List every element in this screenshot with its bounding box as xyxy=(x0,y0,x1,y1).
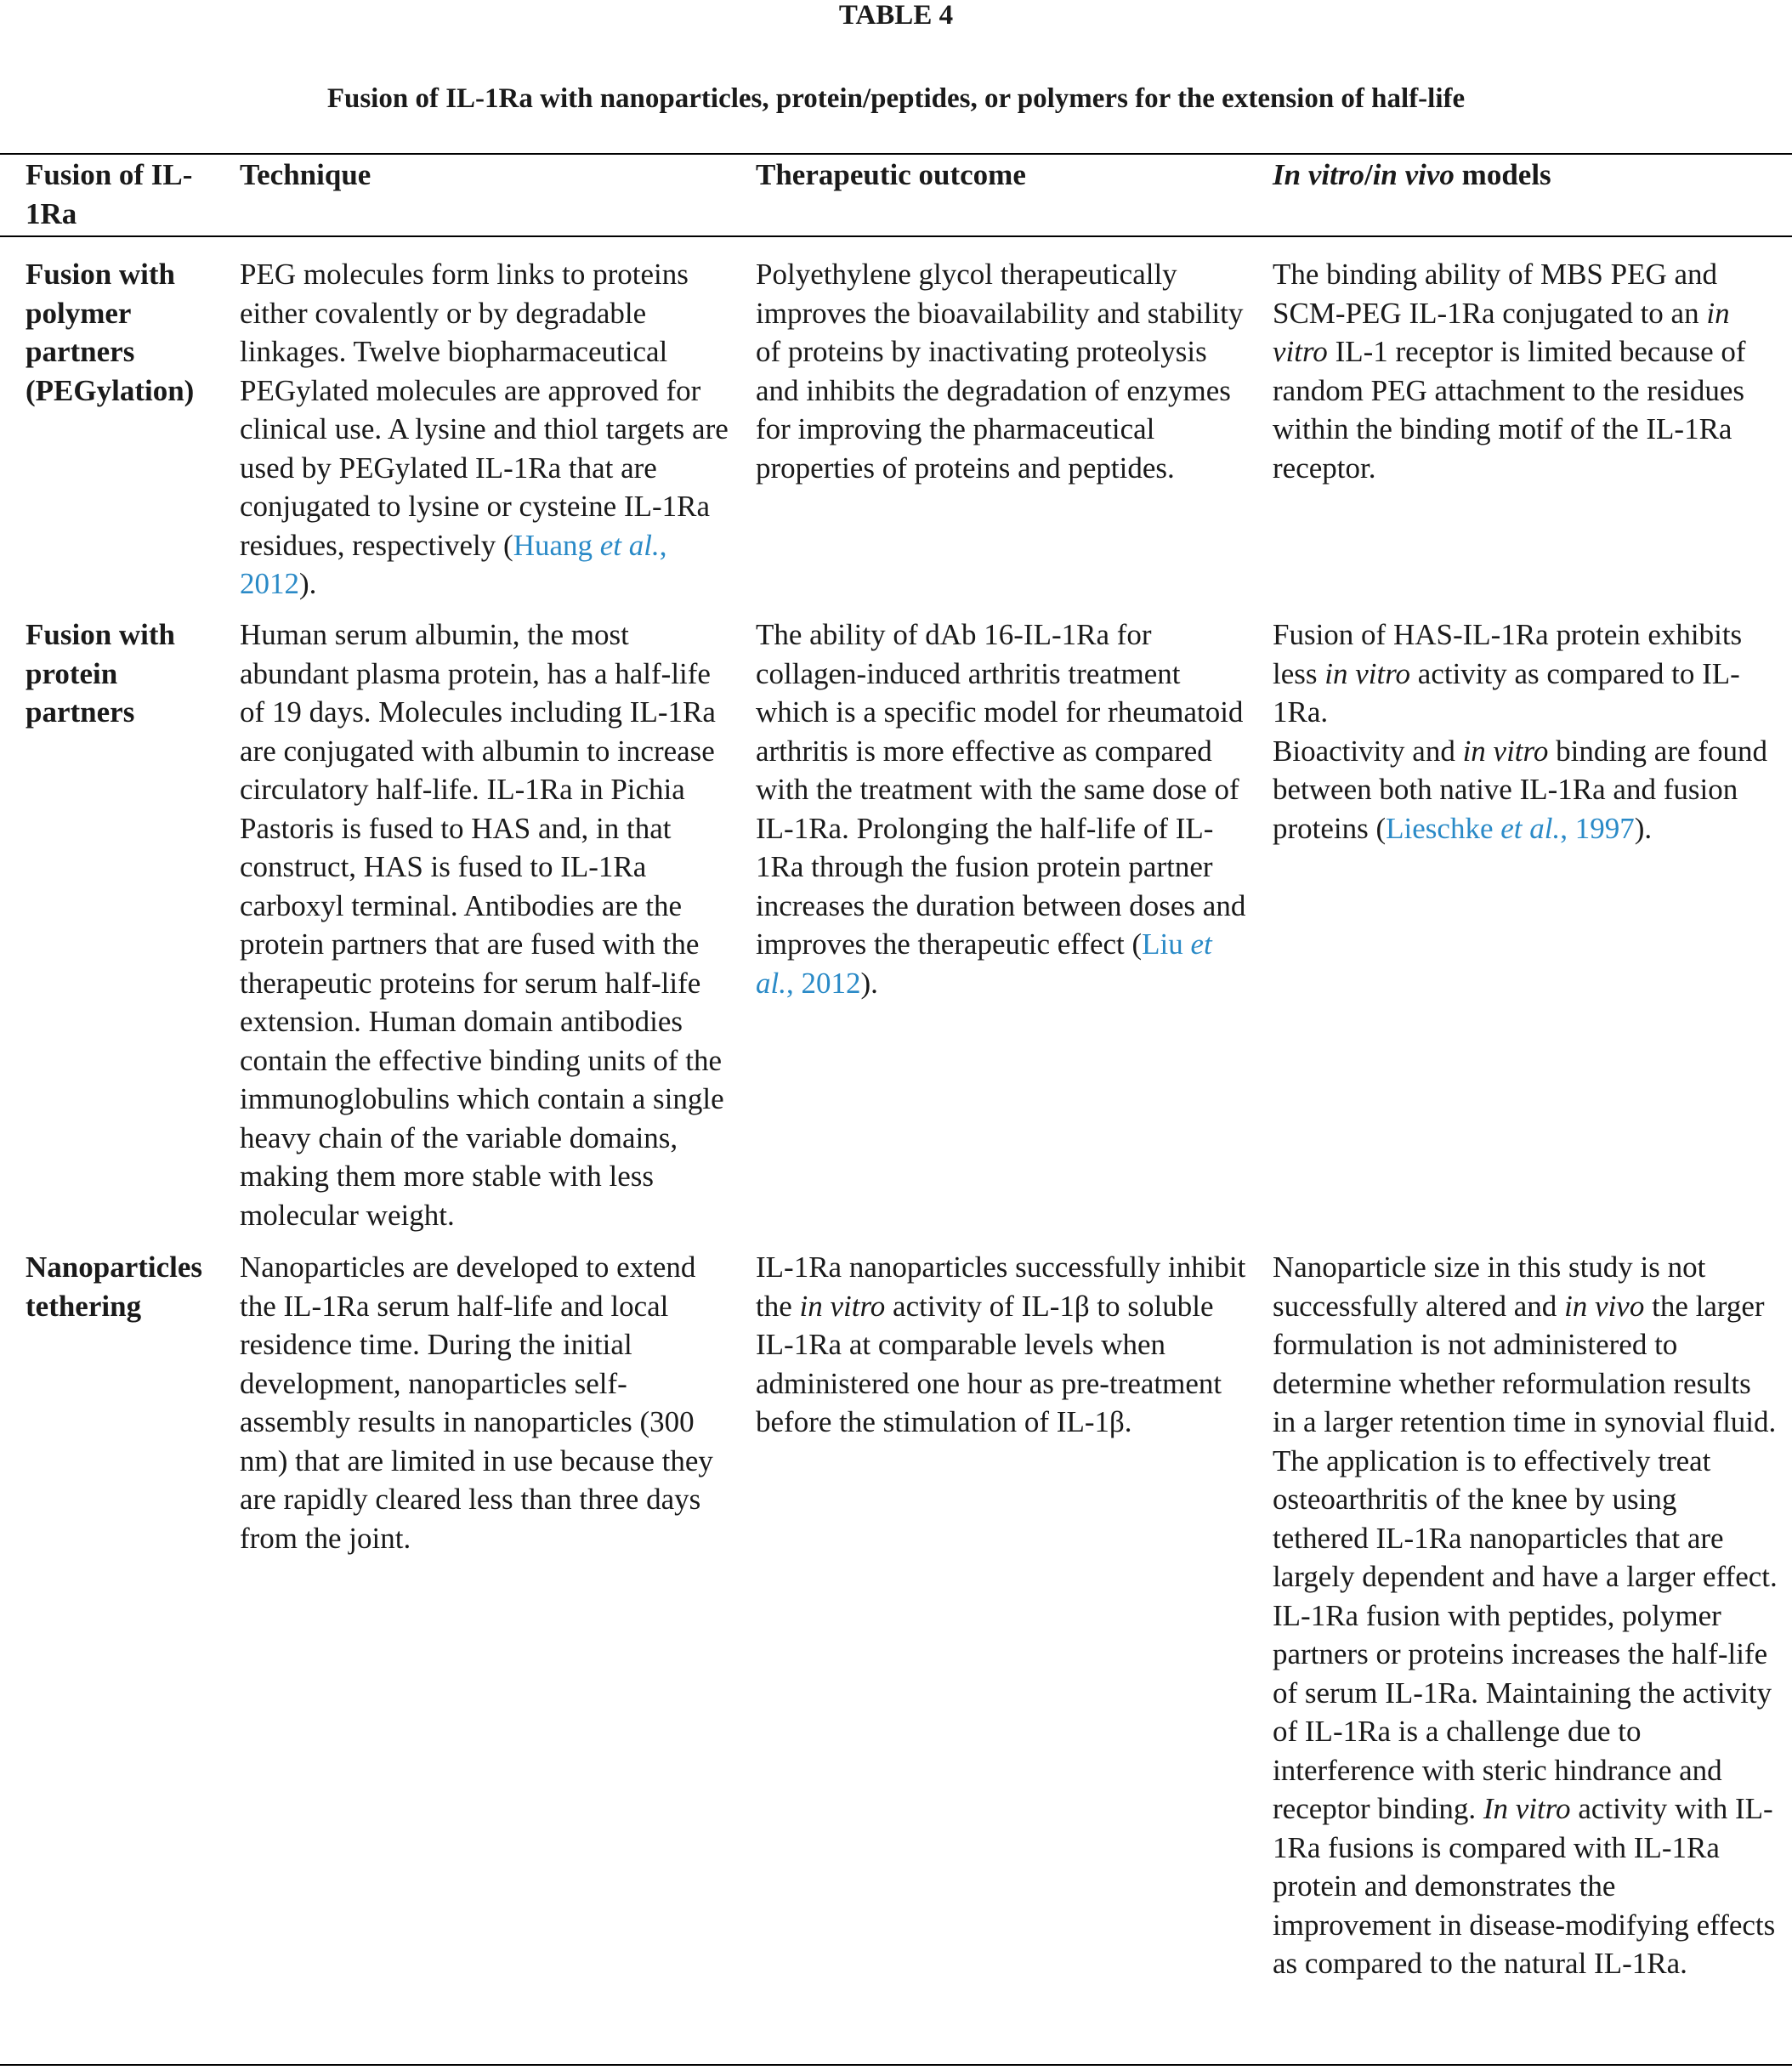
p2-end: ). xyxy=(1634,811,1653,845)
row1-models-italic: in vitro xyxy=(1273,296,1730,368)
row3-models-italic-a: in vivo xyxy=(1564,1289,1645,1323)
row3-technique: Nanoparticles are developed to extend the IL-1Ra serum half-life and local residence time. During the initial development, nanoparticles self-assembly results in nanoparticles (300 nm) that are limited in use because they are rapidly cleared less than three days from the joint. xyxy=(240,1251,713,1555)
table-caption: Fusion of IL-1Ra with nanoparticles, protein/peptides, or polymers for the extension of half-life xyxy=(326,83,1466,114)
citation-year: , 2012 xyxy=(240,528,667,600)
row3-fusion: Nanoparticles tethering xyxy=(26,1251,203,1323)
top-rule xyxy=(0,153,1792,155)
row3-models-italic-b: In vitro xyxy=(1483,1792,1571,1825)
row1-outcome: Polyethylene glycol therapeutically improves the bioavailability and stability of proteins by inactivating proteolysis and inhibits the degradation of enzymes for improving the pharmaceutical properties of proteins and peptides. xyxy=(756,258,1244,485)
p1-text-a: Fusion of HAS-IL-1Ra protein exhibits less xyxy=(1273,618,1743,690)
p1-text-b: activity as compared to IL-1Ra. xyxy=(1273,656,1740,729)
row2-outcome-end: ). xyxy=(860,966,878,1000)
header-technique: Technique xyxy=(240,158,371,191)
row2-models xyxy=(1273,615,1778,848)
row3-models-text-a: Nanoparticle size in this study is not successfully altered and xyxy=(1273,1251,1706,1323)
header-rule xyxy=(0,235,1792,237)
row2-models-paragraph-1 xyxy=(1273,615,1778,732)
p2-text-a: Bioactivity and xyxy=(1273,734,1463,768)
bottom-rule xyxy=(0,2064,1792,2066)
header-models-suffix: models xyxy=(1454,158,1551,191)
row3-outcome-text-b: activity of IL-1β to soluble IL-1Ra at comparable levels when administered one hour as pre-treatment before the stimulation of IL-1β. xyxy=(756,1289,1222,1438)
row3-models-text-c: activity with IL-1Ra fusions is compared with IL-1Ra protein and demonstrates the improvement in disease-modifying effects as compared to the natural IL-1Ra. xyxy=(1273,1792,1776,1980)
p2-italic: in vitro xyxy=(1462,734,1549,768)
citation-year: , 2012 xyxy=(785,966,861,1000)
citation-year: , 1997 xyxy=(1560,811,1635,845)
header-models-invitro: In vitro xyxy=(1273,158,1364,191)
row2-models-citation[interactable] xyxy=(1386,812,1635,845)
citation-etal: et al. xyxy=(599,528,660,562)
table-label: TABLE 4 xyxy=(838,0,954,31)
citation-etal: et al. xyxy=(1500,811,1561,845)
header-models-slash: / xyxy=(1364,158,1373,191)
row2-fusion: Fusion with protein partners xyxy=(26,618,176,729)
row2-outcome-text: The ability of dAb 16-IL-1Ra for collagen-induced arthritis treatment which is a specific model for rheumatoid arthritis is more effective as compared with the treatment with the same dose of IL-1Ra. Prolonging the half-life of IL-1Ra through the fusion protein partner increases the duration between doses and improves the therapeutic effect ( xyxy=(756,618,1246,961)
row1-models xyxy=(1273,255,1778,487)
row1-technique xyxy=(240,255,737,604)
header-outcome: Therapeutic outcome xyxy=(756,158,1026,191)
row1-technique-text: PEG molecules form links to proteins either covalently or by degradable linkages. Twelve biopharmaceutical PEGylated molecules are approved for clinical use. A lysine and thiol targets are used by PEGylated IL-1Ra that are conjugated to lysine or cysteine IL-1Ra residues, respectively ( xyxy=(240,258,729,562)
citation-author: Huang xyxy=(513,528,600,562)
header-models-invivo: in vivo xyxy=(1372,158,1455,191)
row3-models-text-b: the larger formulation is not administered to determine whether reformulation results in a larger retention time in synovial fluid. The application is to effectively treat osteoarthritis of the knee by using tethered IL-1Ra nanoparticles that are largely dependent and have a larger effect. IL-1Ra fusion with peptides, polymer partners or proteins increases the half-life of serum IL-1Ra. Maintaining the activity of IL-1Ra is a challenge due to interference with steric hindrance and receptor binding. xyxy=(1273,1289,1778,1825)
citation-author: Lieschke xyxy=(1386,811,1501,845)
header-fusion: Fusion of IL-1Ra xyxy=(26,158,193,230)
row3-outcome xyxy=(756,1248,1257,1442)
p1-italic: in vitro xyxy=(1324,656,1411,690)
row3-models xyxy=(1273,1248,1778,1983)
p2-text-b: binding are found between both native IL-1Ra and fusion proteins ( xyxy=(1273,734,1767,845)
citation-etal: et al. xyxy=(756,927,1212,1000)
row1-fusion: Fusion with polymer partners (PEGylation) xyxy=(26,258,195,407)
row3-outcome-text-a: IL-1Ra nanoparticles successfully inhibit the xyxy=(756,1251,1246,1323)
row1-technique-end: ). xyxy=(299,567,317,600)
row2-outcome xyxy=(756,615,1257,1002)
row1-models-text-a: The binding ability of MBS PEG and SCM-PEG IL-1Ra conjugated to an xyxy=(1273,258,1718,330)
citation-author: Liu xyxy=(1142,927,1191,961)
row2-models-paragraph-2 xyxy=(1273,732,1778,848)
row1-models-text-b: IL-1 receptor is limited because of random PEG attachment to the residues within the binding motif of the IL-1Ra receptor. xyxy=(1273,335,1746,485)
row3-outcome-italic: in vitro xyxy=(799,1289,886,1323)
row2-technique: Human serum albumin, the most abundant plasma protein, has a half-life of 19 days. Molecules including IL-1Ra are conjugated with albumin to increase circulatory half-life. IL-1Ra in Pichia Pastoris is fused to HAS and, in that construct, HAS is fused to IL-1Ra carboxyl terminal. Antibodies are the protein partners that are fused with the therapeutic proteins for serum half-life extension. Human domain antibodies contain the effective binding units of the immunoglobulins which contain a single heavy chain of the variable domains, making them more stable with less molecular weight. xyxy=(240,618,724,1232)
header-models xyxy=(1273,156,1778,195)
